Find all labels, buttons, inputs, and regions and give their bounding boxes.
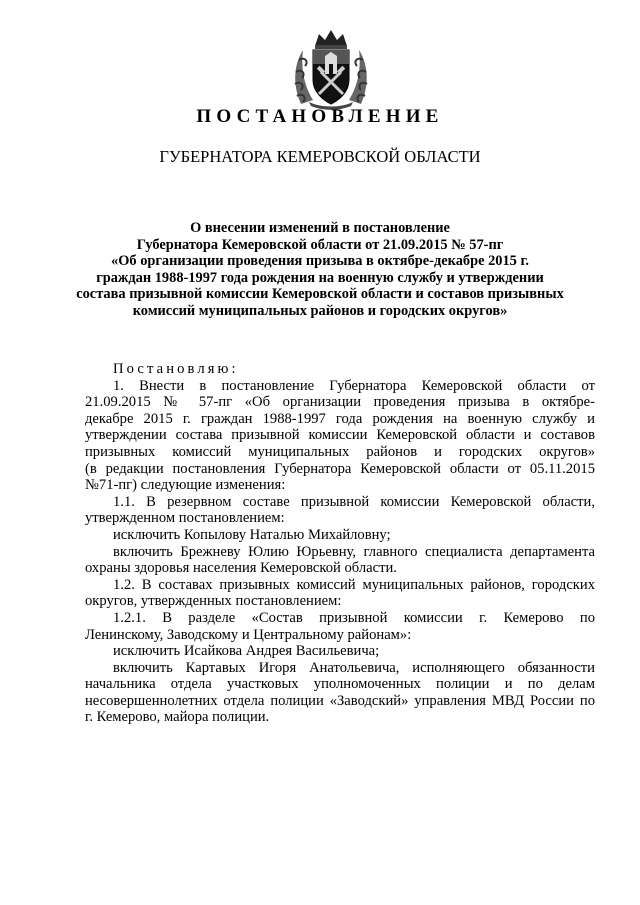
paragraph-1-2-1-exclude: исключить Исайкова Андрея Васильевича; bbox=[113, 643, 380, 660]
subject-line: О внесении изменений в постановление bbox=[190, 220, 450, 236]
paragraph-1-1-include-line: охраны здоровья населения Кемеровской области. bbox=[85, 560, 397, 577]
subject-line: состава призывной комиссии Кемеровской области и составов призывных bbox=[76, 286, 564, 303]
subject-line: Губернатора Кемеровской области от 21.09.2015 № 57-пг bbox=[136, 236, 504, 253]
paragraph-1-2-1-include-line: несовершеннолетних отдела полиции «Заводский» управления МВД России по bbox=[85, 692, 595, 709]
document-body bbox=[85, 361, 595, 726]
paragraph-1-1-include-line: включить Брежневу Юлию Юрьевну, главного специалиста департамента bbox=[113, 543, 595, 560]
subject-line: комиссий муниципальных районов и городских округов» bbox=[132, 302, 508, 319]
paragraph-1-1-line: утвержденном постановлением: bbox=[85, 510, 285, 527]
paragraph-1-2-1-include-line: включить Картавых Игоря Анатольевича, исполняющего обязанности bbox=[113, 659, 595, 676]
paragraph-1-2-line: округов, утвержденных постановлением: bbox=[85, 593, 342, 610]
paragraph-1-line: (в редакции постановления Губернатора Кемеровской области от 05.11.2015 bbox=[85, 460, 595, 477]
paragraph-1-2-1-include-line: начальника отдела участковых уполномоченных полиции и по делам bbox=[85, 676, 595, 693]
document-subject bbox=[70, 220, 570, 320]
paragraph-1-line: 21.09.2015 № 57-пг «Об организации проведения призыва в октябре- bbox=[85, 394, 595, 411]
paragraph-1-1-line: 1.1. В резервном составе призывной комиссии Кемеровской области, bbox=[113, 493, 595, 510]
paragraph-1-line: утверждении состава призывной комиссии Кемеровской области и составов bbox=[85, 427, 595, 444]
subject-line: граждан 1988-1997 года рождения на военную службу и утверждении bbox=[96, 269, 544, 286]
paragraph-1-2-1-line: 1.2.1. В разделе «Состав призывной комиссии г. Кемерово по bbox=[113, 609, 595, 626]
kemerovo-coat-of-arms-icon bbox=[291, 26, 371, 110]
paragraph-1-2-1-include-line: г. Кемерово, майора полиции. bbox=[85, 709, 270, 726]
paragraph-1-line: призывных комиссий муниципальных районов и городских округов» bbox=[85, 443, 595, 460]
paragraph-1-1-exclude: исключить Копылову Наталью Михайловну; bbox=[113, 526, 391, 543]
paragraph-1-line: №71-пг) следующие изменения: bbox=[85, 477, 286, 494]
subject-line: «Об организации проведения призыва в октябре-декабре 2015 г. bbox=[111, 253, 529, 270]
paragraph-1-2-line: 1.2. В составах призывных комиссий муниципальных районов, городских bbox=[113, 576, 595, 593]
paragraph-1-line: декабре 2015 г. граждан 1988-1997 года рождения на военную службу и bbox=[85, 410, 595, 427]
decree-word: Постановляю: bbox=[113, 361, 239, 377]
document-type-title: ПОСТАНОВЛЕНИЕ bbox=[196, 106, 444, 127]
issuing-authority: ГУБЕРНАТОРА КЕМЕРОВСКОЙ ОБЛАСТИ bbox=[159, 147, 481, 166]
paragraph-1-2-1-line: Ленинскому, Заводскому и Центральному районам»: bbox=[85, 626, 412, 643]
paragraph-1-line: 1. Внести в постановление Губернатора Кемеровской области от bbox=[113, 377, 595, 394]
